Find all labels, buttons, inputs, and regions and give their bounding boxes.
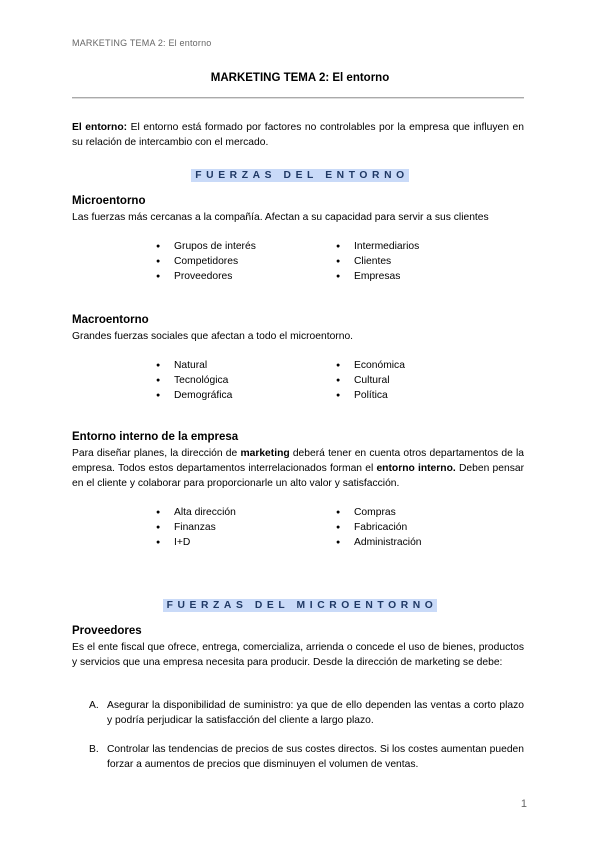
microentorno-text: Las fuerzas más cercanas a la compañía. Afectan a su capacidad para servir a sus clientes [72,212,489,223]
proveedores-text: Es el ente fiscal que ofrece, entrega, comercializa, arrienda o concede el uso de bienes, productos y servicios que una empresa necesita para producir. Desde la dirección de marketing se debe: [72,642,524,668]
item-text: Controlar las tendencias de precios de sus costes directos. Si los costes aumentan pueden forzar a aumentos de precios que disminuyen el volumen de ventas. [107,744,524,770]
macroentorno-text: Grandes fuerzas sociales que afectan a todo el microentorno. [72,331,354,342]
title-divider [72,97,524,99]
proveedores-item-b [72,742,524,772]
list-item: ● Grupos de interés [156,239,256,254]
intro-paragraph [72,120,524,150]
running-header: MARKETING TEMA 2: El entorno [72,38,212,48]
list-item: ● Empresas [336,269,419,284]
list-item: ● Administración [336,535,422,550]
entorno-interno-heading: Entorno interno de la empresa [72,431,239,443]
entorno-interno-list-left [156,505,236,550]
interno-bold-2: entorno interno. [376,463,456,474]
list-item: ● Alta dirección [156,505,236,520]
list-item: ● Finanzas [156,520,236,535]
list-item: ● Cultural [336,373,405,388]
item-text: Asegurar la disponibilidad de suministro: ya que de ello dependen las ventas a corto plazo y podría perjudicar la satisfacción del cliente a largo plazo. [107,700,524,726]
list-item: ● Competidores [156,254,256,269]
list-item: ● Proveedores [156,269,256,284]
proveedores-heading: Proveedores [72,625,142,637]
interno-text-1: Para diseñar planes, la dirección de [72,448,241,459]
list-item: ● Intermediarios [336,239,419,254]
microentorno-list-left [156,239,256,284]
item-marker: B. [89,744,99,755]
page-number: 1 [520,798,527,810]
microentorno-heading: Microentorno [72,195,146,207]
interno-text-3: Deben pensar en el cliente y colaborar para proporcionarle un alto valor y satisfacción. [72,463,524,489]
proveedores-item-a [72,698,524,728]
list-item: ● Natural [156,358,232,373]
section-heading-label: FUERZAS DEL ENTORNO [191,169,408,182]
entorno-interno-list-right [336,505,422,550]
list-item: ● Clientes [336,254,419,269]
section-heading-fuerzas-entorno [0,165,600,183]
intro-term: El entorno: [72,122,128,133]
intro-text: El entorno está formado por factores no controlables por la empresa que influyen en su relación de intercambio con el mercado. [72,122,524,148]
microentorno-list-right [336,239,419,284]
macroentorno-heading: Macroentorno [72,314,149,326]
list-item: ● Demográfica [156,388,232,403]
section-heading-label: FUERZAS DEL MICROENTORNO [163,599,438,612]
list-item: ● Fabricación [336,520,422,535]
macroentorno-list-left [156,358,232,403]
interno-text-2: deberá tener en cuenta otros departamentos de la empresa. Todos estos departamentos interrelacionados forman el [72,448,524,474]
macroentorno-list-right [336,358,405,403]
list-item: ● Compras [336,505,422,520]
list-item: ● Política [336,388,405,403]
list-item: ● Tecnológica [156,373,232,388]
entorno-interno-text [72,446,524,491]
document-title: MARKETING TEMA 2: El entorno [210,72,390,84]
section-heading-fuerzas-microentorno [0,595,600,613]
interno-bold-1: marketing [240,448,290,459]
item-marker: A. [89,700,99,711]
list-item: ● I+D [156,535,236,550]
list-item: ● Económica [336,358,405,373]
